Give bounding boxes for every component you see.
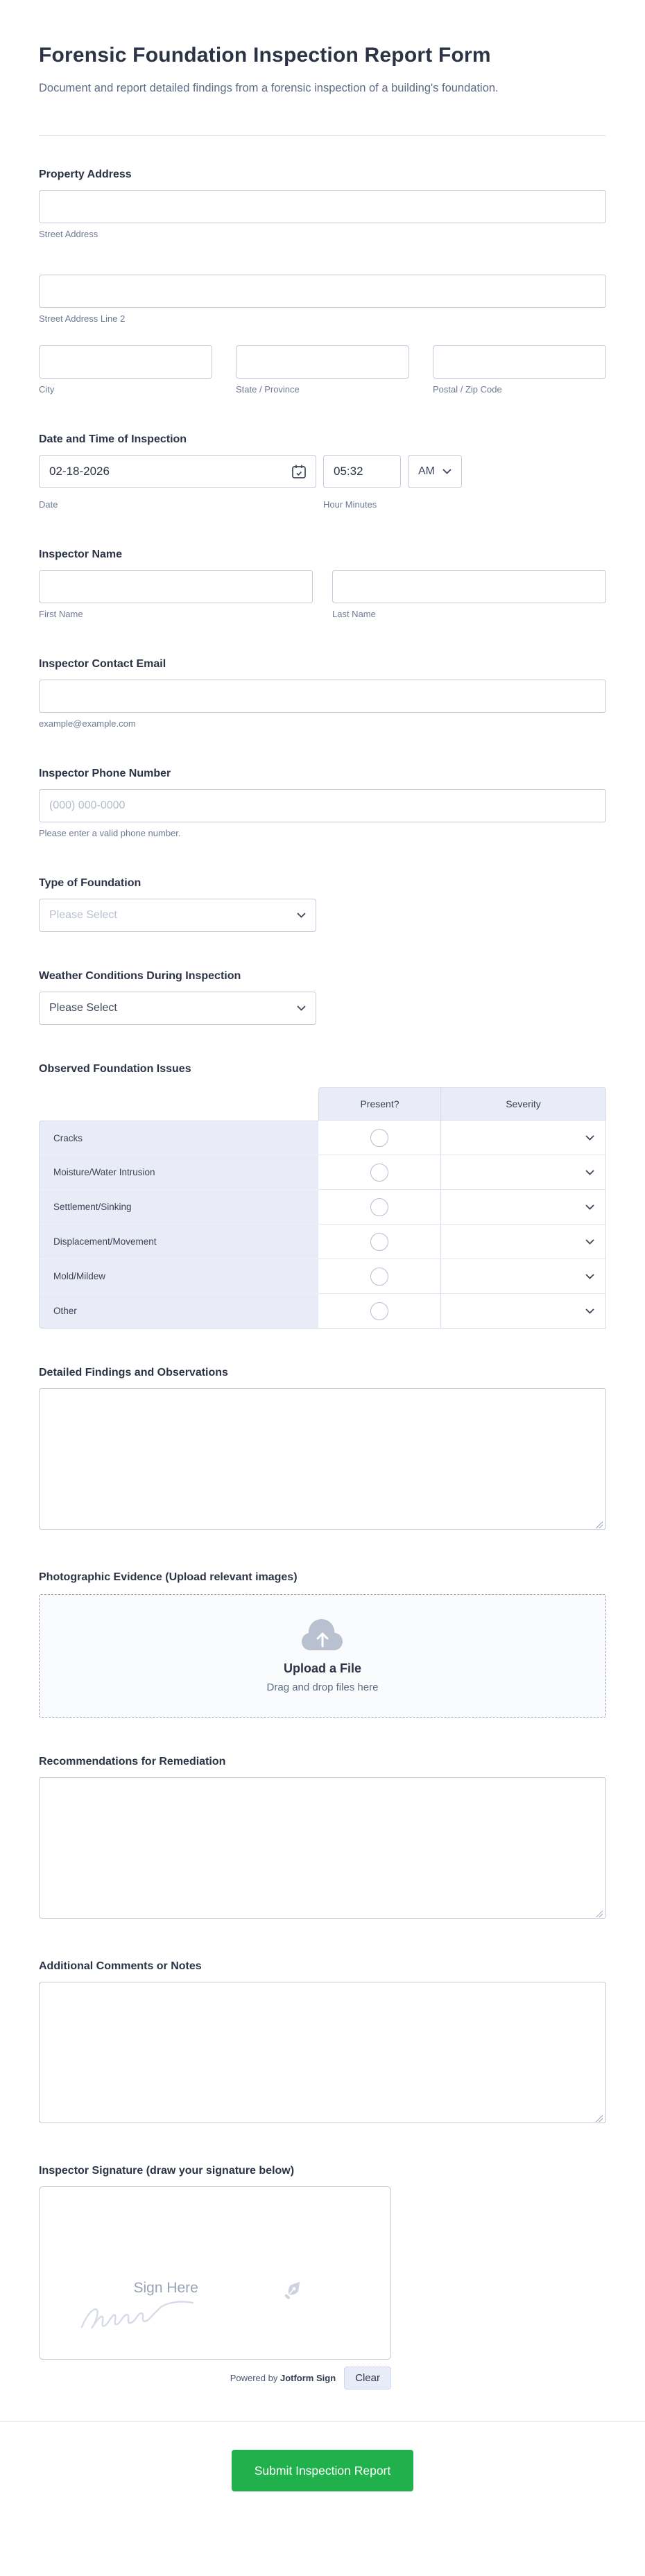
question-signature [39,2163,606,2389]
question-recommendations [39,1754,606,1922]
question-detailed-findings [39,1365,606,1533]
phone-sublabel: Please enter a valid phone number. [39,828,181,838]
severity-select-moisture[interactable] [441,1155,606,1190]
datetime-label: Date and Time of Inspection [39,433,187,445]
table-row-mold [39,1259,606,1294]
weather-label: Weather Conditions During Inspection [39,970,241,982]
row-label: Mold/Mildew [39,1259,318,1294]
state-field [236,345,409,395]
jotform-sign-brand: Jotform Sign [280,2373,336,2383]
foundation-type-select[interactable] [39,899,316,932]
powered-by-text [230,2373,336,2383]
table-row-cracks [39,1121,606,1155]
page-subtitle: Document and report detailed findings from a forensic inspection of a building's foundation. [39,82,499,94]
email-input[interactable] [39,680,606,713]
ampm-select[interactable] [408,455,462,488]
email-sublabel: example@example.com [39,718,136,729]
issues-label: Observed Foundation Issues [39,1063,191,1075]
additional-comments-textarea[interactable] [39,1982,606,2123]
additional-comments-label: Additional Comments or Notes [39,1960,202,1972]
foundation-type-value: Please Select [49,909,117,921]
table-row-other [39,1294,606,1329]
powered-by-prefix: Powered by [230,2373,278,2383]
ampm-value: AM [418,465,435,477]
inspector-name-label: Inspector Name [39,548,123,560]
present-radio-moisture[interactable] [370,1164,388,1182]
last-name-sublabel: Last Name [332,609,376,619]
first-name-field [39,570,313,620]
date-input[interactable] [39,455,316,488]
time-sublabel: Hour Minutes [323,499,377,510]
signature-footer [39,2367,391,2389]
severity-select-cracks[interactable] [441,1121,606,1155]
foundation-type-label: Type of Foundation [39,877,141,889]
question-property-address [39,166,606,395]
question-inspector-name [39,546,606,620]
table-row-moisture [39,1155,606,1190]
issues-header-severity: Severity [441,1087,606,1121]
city-input[interactable] [39,345,212,379]
issues-table-header [39,1087,606,1121]
postal-input[interactable] [433,345,606,379]
present-radio-displacement[interactable] [370,1233,388,1251]
time-field [323,455,401,488]
postal-sublabel: Postal / Zip Code [433,384,502,395]
upload-cloud-icon [300,1618,345,1652]
last-name-field [332,570,606,620]
city-sublabel: City [39,384,55,395]
question-issues [39,1061,606,1329]
last-name-input[interactable] [332,570,606,603]
question-foundation-type [39,875,606,932]
question-datetime [39,431,606,510]
first-name-sublabel: First Name [39,609,83,619]
chevron-down-icon [442,469,452,474]
street-address-line2-input[interactable] [39,275,606,308]
property-address-label: Property Address [39,168,132,180]
severity-select-mold[interactable] [441,1259,606,1294]
issues-header-present: Present? [318,1087,441,1121]
row-label: Cracks [39,1121,318,1155]
chevron-down-icon [585,1204,594,1210]
state-sublabel: State / Province [236,384,300,395]
resize-handle-icon[interactable] [596,1910,603,1917]
street-address-input[interactable] [39,190,606,223]
date-sublabel: Date [39,499,58,510]
upload-title: Upload a File [283,1661,362,1675]
present-radio-settlement[interactable] [370,1198,388,1216]
severity-select-displacement[interactable] [441,1225,606,1259]
severity-select-other[interactable] [441,1294,606,1329]
row-label: Moisture/Water Intrusion [39,1155,318,1190]
chevron-down-icon [297,913,306,918]
signature-pad[interactable] [39,2186,391,2360]
first-name-input[interactable] [39,570,313,603]
resize-handle-icon[interactable] [596,2115,603,2122]
chevron-down-icon [585,1308,594,1314]
recommendations-label: Recommendations for Remediation [39,1756,226,1767]
upload-hint: Drag and drop files here [266,1682,379,1693]
postal-field [433,345,606,395]
footer-divider [0,2421,645,2422]
row-label: Settlement/Sinking [39,1190,318,1225]
table-row-settlement [39,1190,606,1225]
present-radio-cracks[interactable] [370,1129,388,1147]
state-input[interactable] [236,345,409,379]
issues-header-blank [39,1087,318,1121]
submit-button[interactable]: Submit Inspection Report [232,2450,413,2491]
weather-select[interactable] [39,992,316,1025]
row-label: Displacement/Movement [39,1225,318,1259]
sign-here-text: Sign Here [133,2279,198,2296]
question-phone [39,766,606,839]
chevron-down-icon [585,1135,594,1141]
header-divider [39,135,606,136]
page-title: Forensic Foundation Inspection Report Form [39,44,491,67]
chevron-down-icon [297,1005,306,1011]
date-field [39,455,316,488]
photo-evidence-label: Photographic Evidence (Upload relevant images) [39,1571,298,1583]
question-email [39,656,606,729]
detailed-findings-label: Detailed Findings and Observations [39,1367,228,1378]
chevron-down-icon [585,1170,594,1175]
question-additional-comments [39,1958,606,2127]
calendar-icon[interactable] [291,463,308,480]
row-label: Other [39,1294,318,1329]
time-input[interactable] [323,455,401,488]
present-radio-mold[interactable] [370,1268,388,1286]
clear-signature-button[interactable]: Clear [344,2367,391,2389]
chevron-down-icon [585,1274,594,1279]
present-radio-other[interactable] [370,1302,388,1320]
city-field [39,345,212,395]
street-address-sublabel: Street Address [39,229,98,239]
question-weather [39,968,606,1025]
severity-select-settlement[interactable] [441,1190,606,1225]
detailed-findings-textarea[interactable] [39,1388,606,1530]
phone-input[interactable] [39,789,606,822]
phone-label: Inspector Phone Number [39,768,171,779]
issues-table [39,1087,606,1329]
question-photo-evidence [39,1569,606,1718]
resize-handle-icon[interactable] [596,1521,603,1528]
recommendations-textarea[interactable] [39,1777,606,1919]
issues-table-body [39,1121,606,1329]
signature-label: Inspector Signature (draw your signature below) [39,2165,295,2177]
signature-squiggle [75,2294,304,2335]
email-label: Inspector Contact Email [39,658,166,670]
chevron-down-icon [585,1239,594,1245]
weather-value: Please Select [49,1002,117,1014]
table-row-displacement [39,1225,606,1259]
file-upload-dropzone[interactable] [39,1594,606,1718]
street-address-line2-sublabel: Street Address Line 2 [39,313,126,324]
